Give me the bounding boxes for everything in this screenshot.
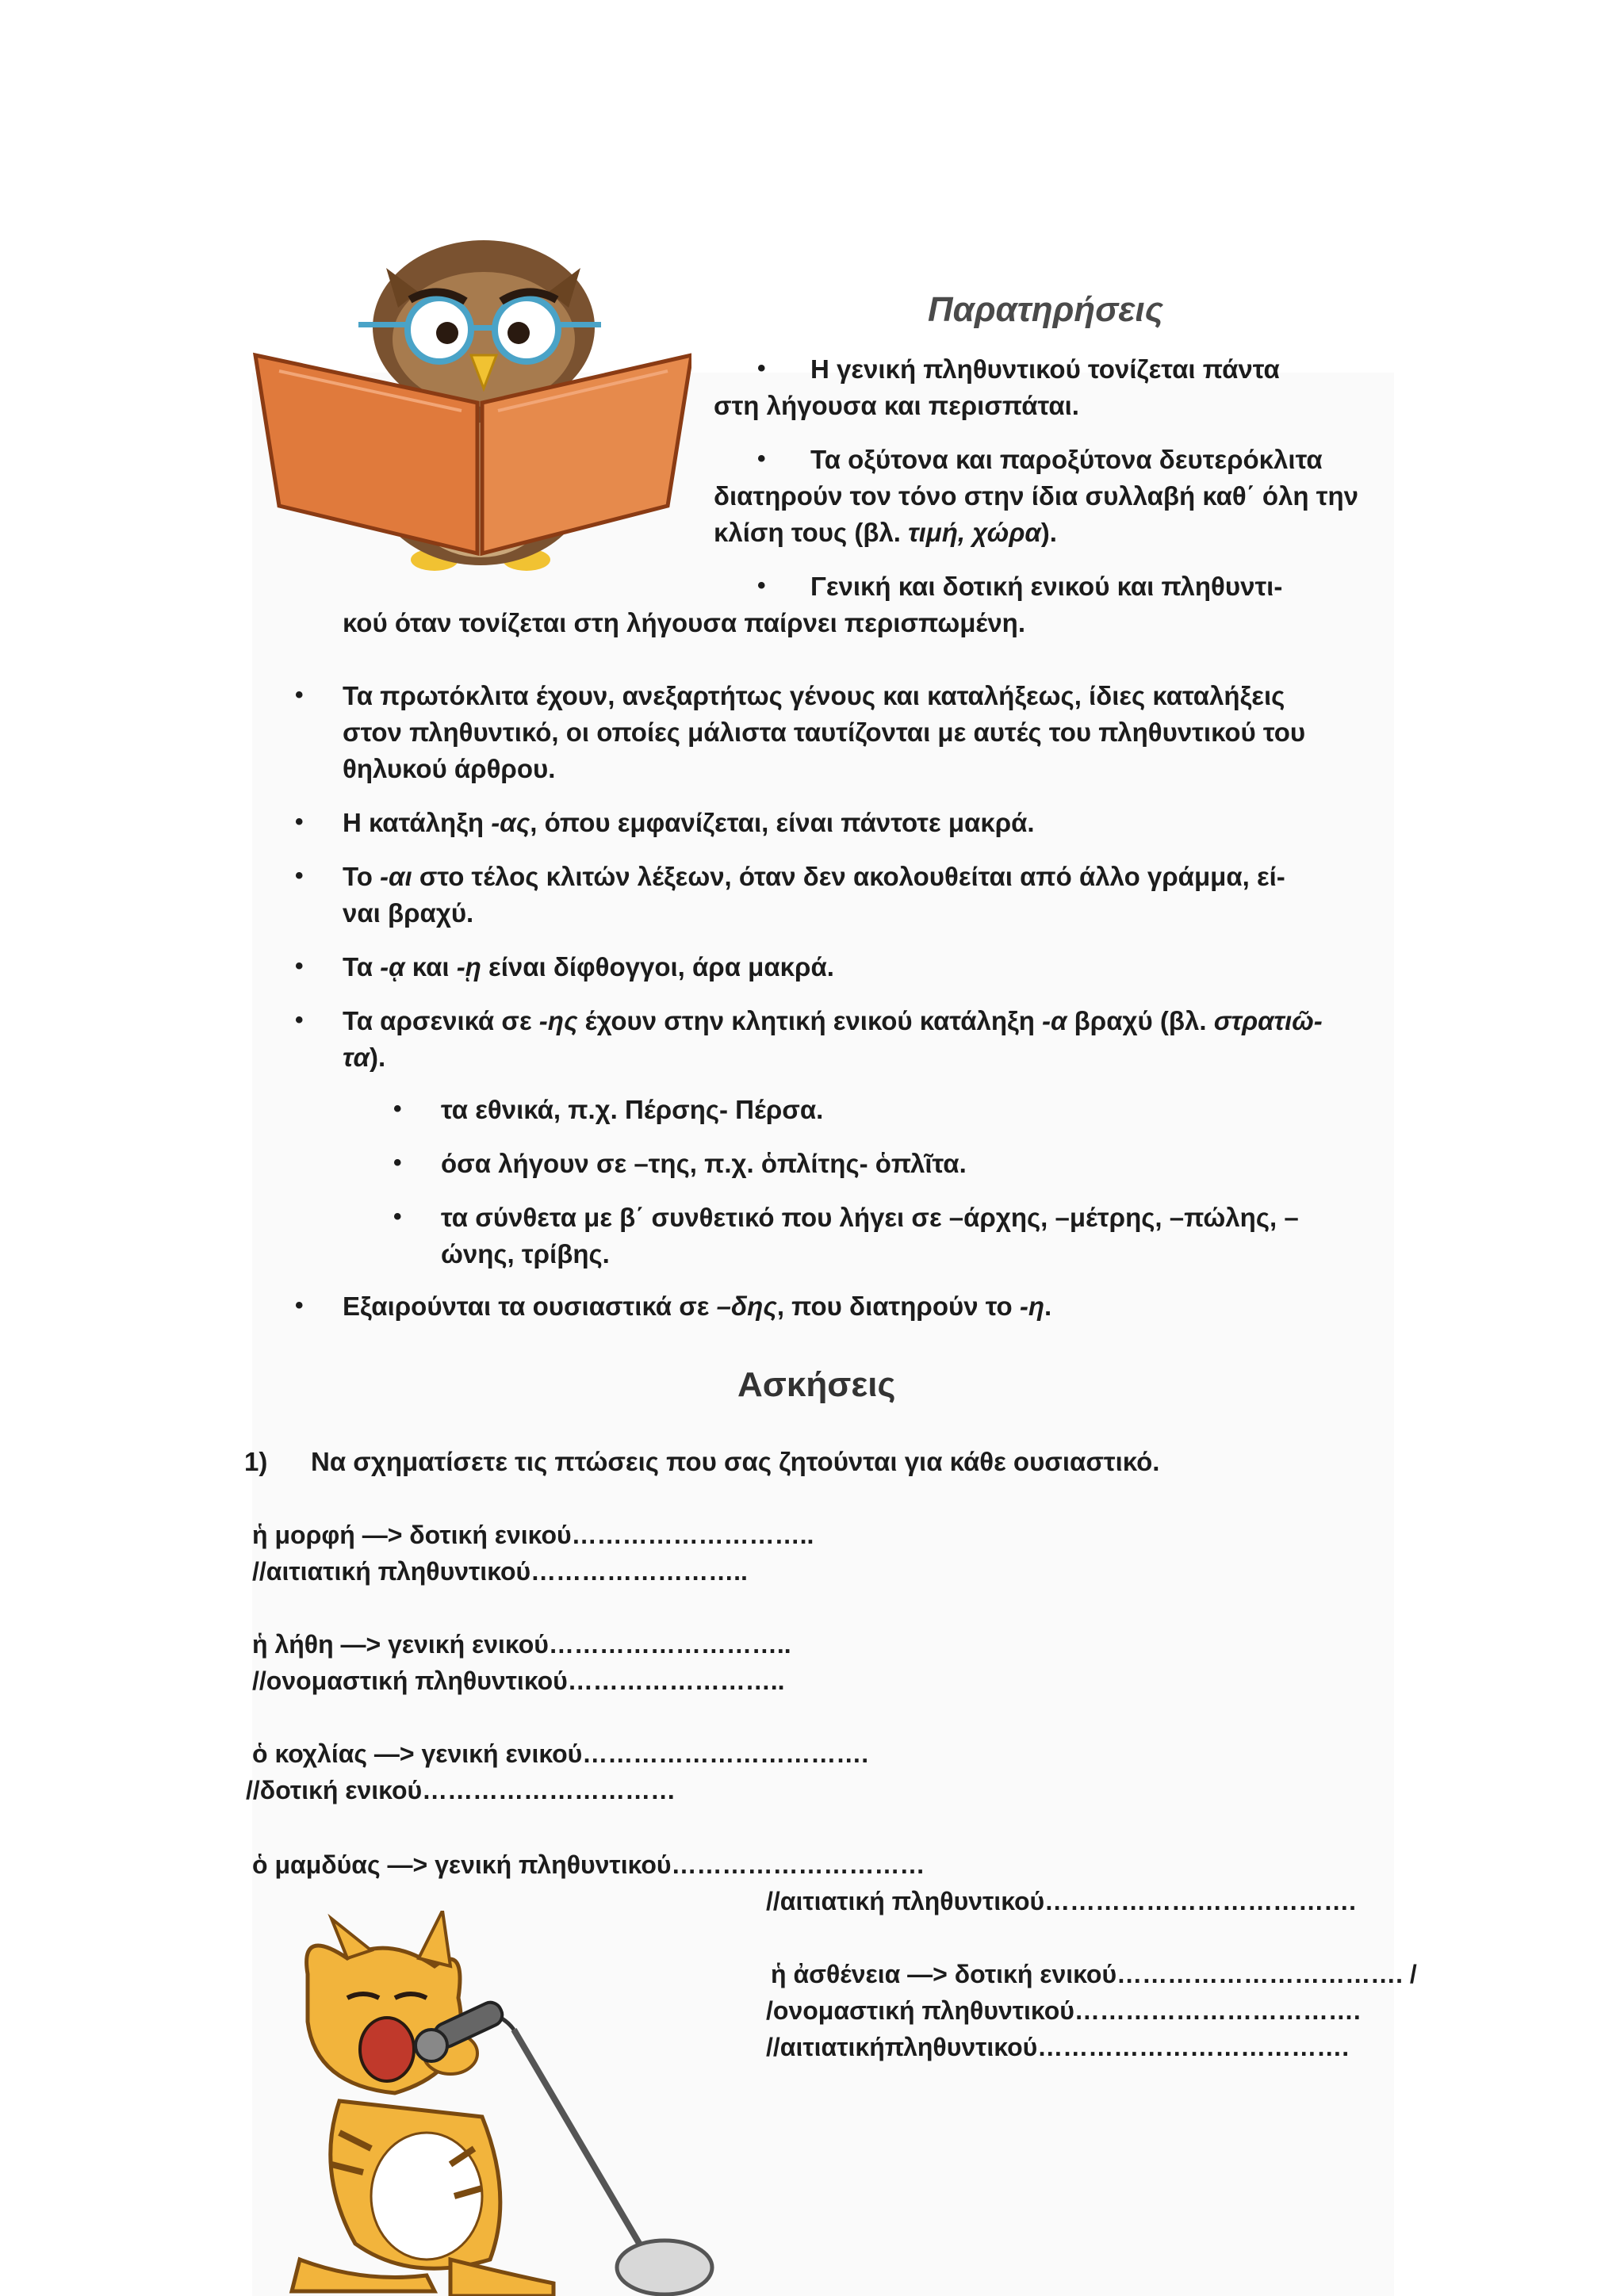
- exercise-item-9: ἡ ἀσθένεια —> δοτική ενικού……………………………. /: [771, 1960, 1417, 1988]
- note2-line1: Τα οξύτονα και παροξύτονα δευτερόκλιτα: [810, 445, 1323, 474]
- singing-cat-illustration: [252, 1911, 760, 2296]
- bullet-icon: •: [757, 446, 766, 472]
- b3-line1: Το -αι στο τέλος κλιτών λέξεων, όταν δεν ακολουθείται από άλλο γράμμα, εί-: [343, 862, 1285, 891]
- note3-line2: κού όταν τονίζεται στη λήγουσα παίρνει περισπωμένη.: [343, 608, 1025, 637]
- note1-line1: Η γενική πληθυντικού τονίζεται πάντα: [810, 354, 1280, 384]
- exercise-item-3: ἡ λήθη —> γενική ενικού………………………..: [252, 1630, 791, 1659]
- observations-title: Παρατηρήσεις: [928, 290, 1164, 329]
- exercises-title: Ασκήσεις: [737, 1365, 896, 1404]
- exercise-item-4: //ονομαστική πληθυντικού……………………..: [252, 1667, 785, 1695]
- sub3-line1: τα σύνθετα με β΄ συνθετικό που λήγει σε –άρχης, –μέτρης, –πώλης, –: [441, 1203, 1299, 1232]
- bullet-icon: •: [757, 355, 766, 381]
- exercise-item-11: //αιτιατικήπληθυντικού……………………………….: [766, 2033, 1350, 2061]
- bullet-icon: •: [393, 1203, 402, 1230]
- exercise-item-8: //αιτιατική πληθυντικού……………………………….: [766, 1887, 1357, 1915]
- bullet-icon: •: [295, 1007, 304, 1033]
- bullet-icon: •: [295, 953, 304, 979]
- sub2-line: όσα λήγουν σε –της, π.χ. ὁπλίτης- ὁπλῖτα.: [441, 1149, 967, 1178]
- note2-line2: διατηρούν τον τόνο στην ίδια συλλαβή καθ΄ όλη την: [714, 481, 1358, 511]
- sub1-line: τα εθνικά, π.χ. Πέρσης- Πέρσα.: [441, 1095, 824, 1124]
- owl-reading-book-illustration: [247, 236, 691, 585]
- bullet-icon: •: [295, 863, 304, 889]
- note3-line1: Γενική και δοτική ενικού και πληθυντι-: [810, 572, 1283, 601]
- bullet-icon: •: [393, 1096, 402, 1122]
- b5-line1: Τα αρσενικά σε -ης έχουν στην κλητική ενικού κατάληξη -α βραχύ (βλ. στρατιῶ-: [343, 1006, 1323, 1035]
- question-number: 1): [244, 1447, 268, 1476]
- exercise-item-2: //αιτιατική πληθυντικού……………………..: [252, 1557, 748, 1586]
- bullet-icon: •: [757, 572, 766, 599]
- bullet-icon: •: [295, 682, 304, 708]
- b1-line2: στον πληθυντικό, οι οποίες μάλιστα ταυτίζονται με αυτές του πληθυντικού του: [343, 718, 1306, 747]
- bullet-icon: •: [393, 1150, 402, 1176]
- exercise-item-6: //δοτική ενικού…………………………: [246, 1776, 676, 1804]
- b3-line2: ναι βραχύ.: [343, 898, 474, 928]
- note1-line2: στη λήγουσα και περισπάται.: [714, 391, 1079, 420]
- b5-line2: τα).: [343, 1043, 386, 1072]
- b1-line3: θηλυκού άρθρου.: [343, 754, 556, 783]
- b6-line: Εξαιρούνται τα ουσιαστικά σε –δης, που διατηρούν το -η.: [343, 1292, 1052, 1321]
- b2-line: Η κατάληξη -ας, όπου εμφανίζεται, είναι πάντοτε μακρά.: [343, 808, 1035, 837]
- exercise-item-7: ὁ μαμδύας —> γενική πληθυντικού…………………………: [252, 1850, 925, 1879]
- bullet-icon: •: [295, 809, 304, 835]
- b1-line1: Τα πρωτόκλιτα έχουν, ανεξαρτήτως γένους και καταλήξεως, ίδιες καταλήξεις: [343, 681, 1285, 710]
- exercise-item-10: /ονομαστική πληθυντικού…………………………….: [766, 1996, 1361, 2025]
- note2-line3: κλίση τους (βλ. τιμή, χώρα).: [714, 518, 1057, 547]
- exercise-item-5: ὁ κοχλίας —> γενική ενικού…………………………….: [252, 1739, 869, 1768]
- question-text: Να σχηματίσετε τις πτώσεις που σας ζητούνται για κάθε ουσιαστικό.: [311, 1447, 1160, 1476]
- exercise-item-1: ἡ μορφή —> δοτική ενικού………………………..: [252, 1521, 814, 1549]
- b4-line: Τα -ᾳ και -ῃ είναι δίφθογγοι, άρα μακρά.: [343, 952, 834, 982]
- bullet-icon: •: [295, 1292, 304, 1318]
- sub3-line2: ώνης, τρίβης.: [441, 1239, 610, 1269]
